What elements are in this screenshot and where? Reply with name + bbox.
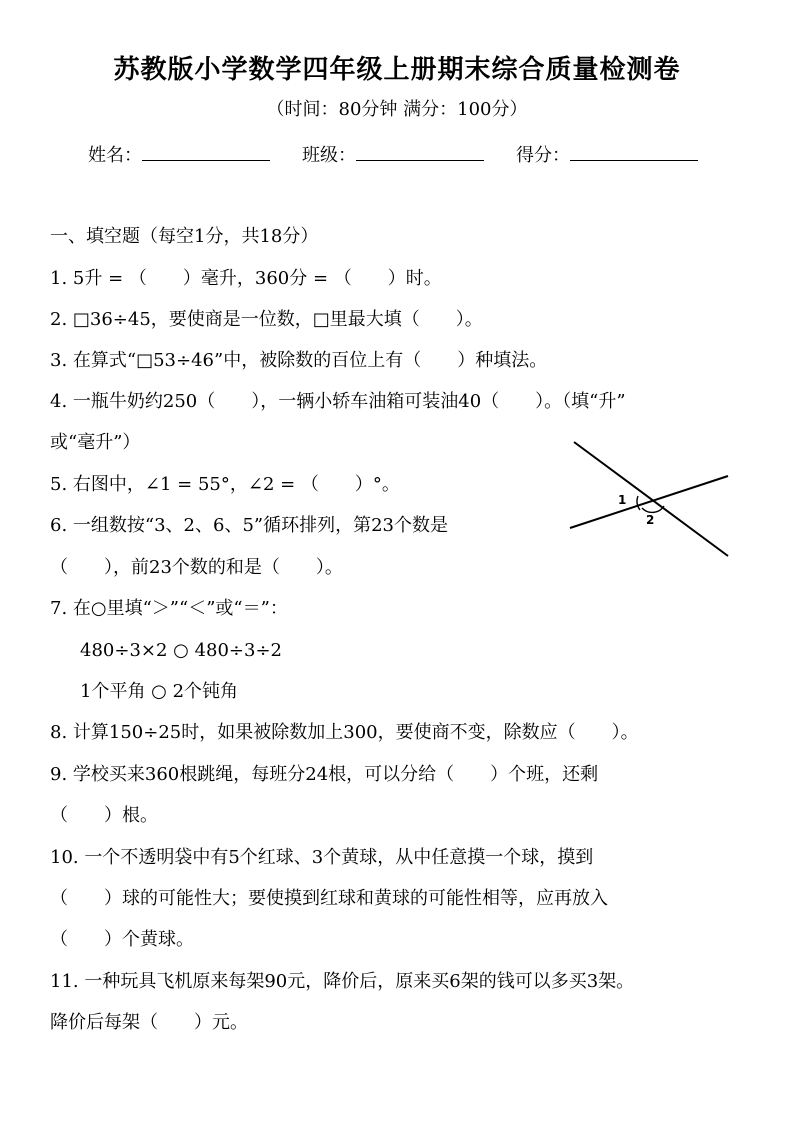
- name-label: 姓名：: [88, 145, 142, 166]
- question-6-continued: （ ），前23个数的和是（ ）。: [50, 557, 343, 578]
- question-8: 8. 计算150÷25时，如果被除数加上300，要使商不变，除数应（ ）。: [50, 722, 639, 743]
- student-info-row: [88, 138, 728, 170]
- question-2: 2. □36÷45，要使商是一位数，□里最大填（ ）。: [50, 309, 483, 330]
- score-blank[interactable]: [570, 138, 698, 161]
- question-11: 11. 一种玩具飞机原来每架90元，降价后，原来买6架的钱可以多买3架。: [50, 971, 635, 992]
- question-4: 4. 一瓶牛奶约250（ ），一辆小轿车油箱可装油40（ ）。（填“升”: [50, 391, 626, 412]
- question-9: 9. 学校买来360根跳绳，每班分24根，可以分给（ ）个班，还剩: [50, 764, 599, 785]
- angle-1-arc: [637, 496, 640, 510]
- question-10: 10. 一个不透明袋中有5个红球、3个黄球，从中任意摸一个球，摸到: [50, 847, 594, 868]
- question-7: 7. 在○里填“＞”“＜”或“＝”：: [50, 598, 288, 619]
- score-field: [516, 138, 698, 172]
- page-title: 苏教版小学数学四年级上册期末综合质量检测卷: [113, 55, 681, 85]
- angle-2-label: 2: [646, 513, 655, 527]
- question-11-continued: 降价后每架（ ）元。: [50, 1012, 248, 1033]
- question-1: 1. 5升 = （ ）毫升，360分 = （ ）时。: [50, 268, 442, 289]
- score-label: 得分：: [516, 145, 570, 166]
- exam-time-score: （时间：80分钟 满分：100分）: [266, 99, 528, 120]
- question-7-compare-a: 480÷3×2 ○ 480÷3÷2: [80, 640, 282, 661]
- question-7-compare-b: 1个平角 ○ 2个钝角: [80, 681, 239, 702]
- class-blank[interactable]: [356, 138, 484, 161]
- line-a: [574, 442, 728, 556]
- intersecting-lines-figure: [566, 440, 736, 560]
- question-4-continued: 或“毫升”）: [50, 432, 141, 453]
- question-3: 3. 在算式“□53÷46”中，被除数的百位上有（ ）种填法。: [50, 350, 548, 371]
- name-blank[interactable]: [142, 138, 270, 161]
- question-10-continued: （ ）球的可能性大；要使摸到红球和黄球的可能性相等，应再放入: [50, 888, 608, 909]
- section-heading: 一、填空题（每空1分，共18分）: [50, 226, 319, 247]
- question-10-continued-2: （ ）个黄球。: [50, 929, 194, 950]
- question-9-continued: （ ）根。: [50, 805, 158, 826]
- question-6: 6. 一组数按“3、2、6、5”循环排列，第23个数是: [50, 515, 449, 536]
- class-field: [302, 138, 484, 172]
- name-field: [88, 138, 270, 172]
- angle-1-label: 1: [618, 493, 627, 507]
- question-5: 5. 右图中，∠1 = 55°，∠2 = （ ）°。: [50, 474, 400, 495]
- class-label: 班级：: [302, 145, 356, 166]
